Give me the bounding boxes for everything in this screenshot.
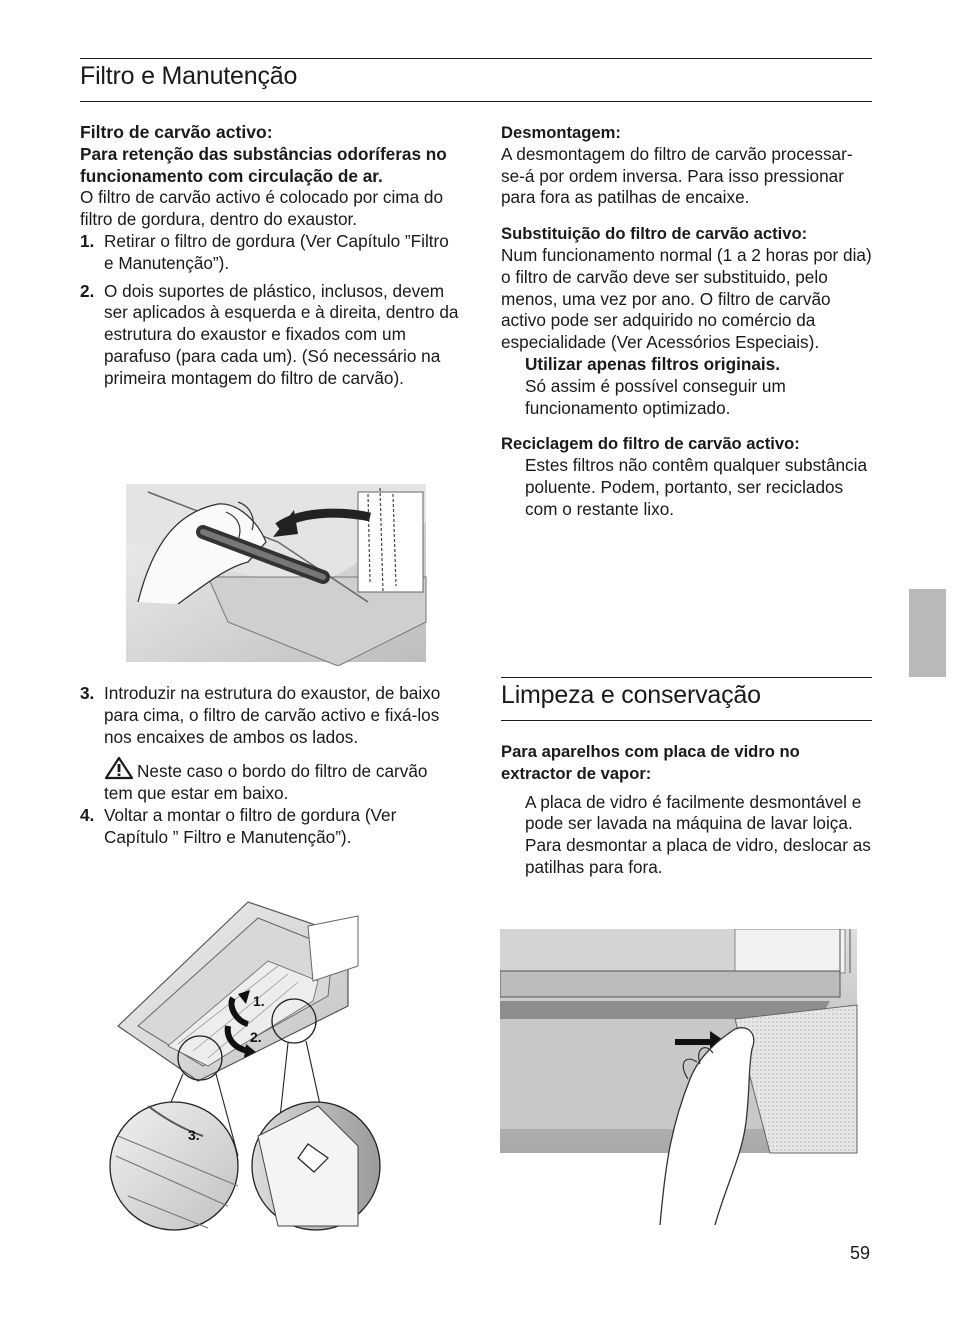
carbon-filter-heading: Filtro de carvão activo: [80,122,273,142]
step-number: 1. [80,230,95,251]
step-1 [80,231,460,275]
step-text: Introduzir na estrutura do exaustor, de baixo para cima, o filtro de carvão activo e fixá-los nos encaixes de ambos os lados. [104,683,441,747]
step-number: 4. [80,804,95,825]
original-filters-text: Só assim é possível conseguir um funcionamento optimizado. [525,375,786,418]
carbon-filter-intro: O filtro de carvão activo é colocado por cima do filtro de gordura, dentro do exaustor. [80,187,444,230]
warning-triangle-icon [104,756,134,780]
figure-label-1: 1. [253,993,265,1009]
page-number: 59 [850,1243,871,1263]
glass-text-1: A placa de vidro é facilmente desmontável e pode ser lavada na máquina de lavar loiça. [525,791,862,834]
title-rule [80,101,872,102]
cleaning-title: Limpeza e conservação [501,681,761,709]
step-4 [80,805,460,849]
step-text: O dois suportes de plástico, inclusos, devem ser aplicados à esquerda e à direita, dentro da estrutura do exaustor e fixados com um parafuso (para cada um). (Só necessário na primeira montagem do filtro de carvão). [104,280,459,388]
glass-plate-illustration [500,929,860,1225]
cleaning-top-rule [501,677,872,678]
figure-label-2: 2. [250,1029,262,1045]
carbon-filter-subheading: Para retenção das substâncias odoríferas no funcionamento com circulação de ar. [80,143,447,186]
recycle-text: Estes filtros não contêm qualquer substância poluente. Podem, portanto, ser reciclados com o restante lixo. [525,455,868,519]
top-rule [80,58,872,59]
chapter-tab [909,589,946,677]
left-column-upper [80,122,460,396]
figure-label-3: 3. [188,1127,200,1143]
dismount-text: A desmontagem do filtro de carvão processar-se-á por ordem inversa. Para isso pressionar para fora as patilhas de encaixe. [501,143,853,208]
step-2 [80,281,460,390]
step-number: 3. [80,683,95,703]
bracket-mounting-illustration [108,482,428,666]
filter-insertion-illustration [108,896,388,1232]
glass-text-2: Para desmontar a placa de vidro, deslocar as patilhas para fora. [525,835,871,877]
step-3 [80,683,460,748]
replace-text: Num funcionamento normal (1 a 2 horas por dia) o filtro de carvão deve ser substituido, pelo menos, uma vez por ano. O filtro de carvão activo pode ser adquirido no comércio da especialidade (Ver Acessórios Especiais). [501,244,872,353]
page-title: Filtro e Manutenção [80,62,298,90]
recycle-heading: Reciclagem do filtro de carvão activo: [501,434,800,454]
left-column-lower [80,683,460,855]
right-column-upper [501,122,873,521]
step-number: 2. [80,280,95,301]
right-column-lower [501,741,873,879]
step-text: Voltar a montar o filtro de gordura (Ver Capítulo ” Filtro e Manutenção”). [104,804,397,847]
warning-text: Neste caso o bordo do filtro de carvão tem que estar em baixo. [104,761,428,804]
glass-heading: Para aparelhos com placa de vidro no extractor de vapor: [501,742,800,783]
warning-note [80,756,460,805]
dismount-heading: Desmontagem: [501,123,621,142]
original-filters-bold: Utilizar apenas filtros originais. [525,353,781,374]
step-text: Retirar o filtro de gordura (Ver Capítulo ”Filtro e Manutenção”). [104,230,449,273]
replace-heading: Substituição do filtro de carvão activo: [501,224,808,244]
original-filters-note [501,354,873,419]
cleaning-bottom-rule [501,720,872,721]
